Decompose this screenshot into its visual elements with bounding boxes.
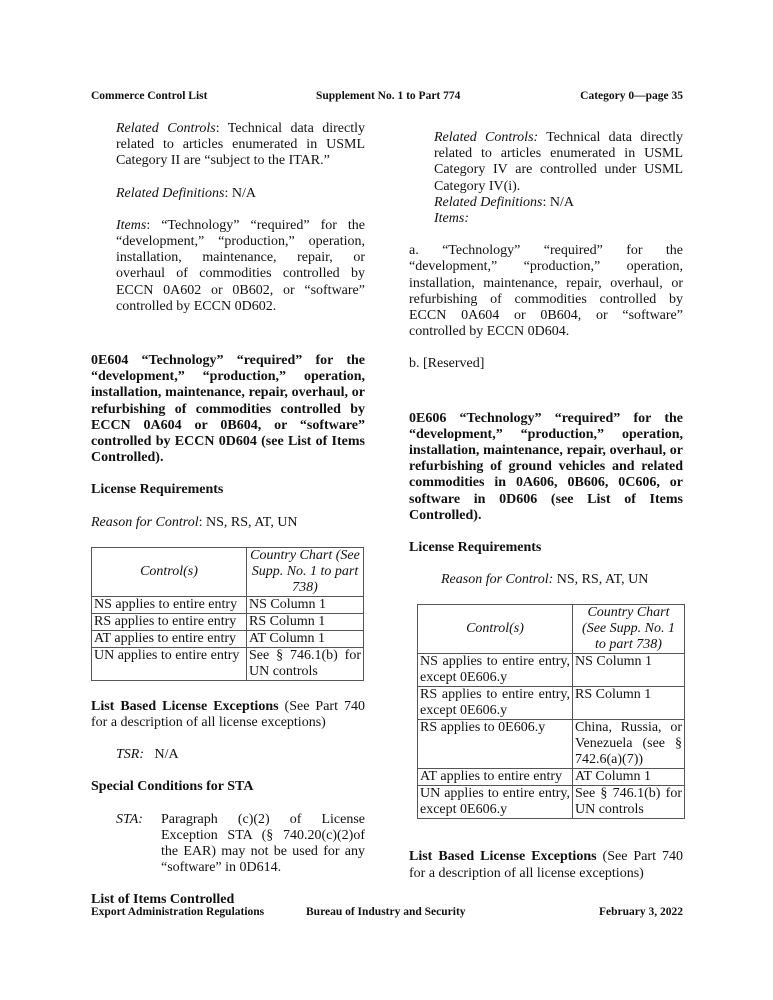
list-of-items-heading: List of Items Controlled	[91, 892, 235, 908]
table-header: Control(s)	[92, 547, 247, 596]
lble-paragraph: List Based License Exceptions (See Part 740 for a description of all license exceptions)	[409, 849, 683, 881]
table-row: RS applies to 0E606.y China, Russia, or Venezuela (see § 742.6(a)(7))	[418, 720, 685, 769]
table-row: NS applies to entire entry, except 0E606.y NS Column 1	[418, 654, 685, 687]
right-column	[409, 130, 683, 882]
license-table	[417, 604, 685, 819]
related-definitions: Related Definitions: N/A	[116, 185, 256, 201]
table-row: RS applies to entire entry RS Column 1	[92, 613, 364, 630]
table-row: UN applies to entire entry See § 746.1(b) for UN controls	[92, 647, 364, 680]
header-left: Commerce Control List	[91, 90, 208, 102]
footer-right: February 3, 2022	[598, 906, 683, 918]
related-controls: Related Controls: Technical data directly related to articles enumerated in USML Category II are “subject to the ITAR.”	[116, 121, 365, 169]
table-row: UN applies to entire entry, except 0E606.y See § 746.1(b) for UN controls	[418, 786, 685, 819]
footer-center: Bureau of Industry and Security	[306, 906, 466, 918]
reason-for-control: Reason for Control: NS, RS, AT, UN	[91, 514, 298, 530]
table-header: Control(s)	[418, 605, 573, 654]
table-row: NS applies to entire entry NS Column 1	[92, 596, 364, 613]
table-row: RS applies to entire entry, except 0E606.y RS Column 1	[418, 687, 685, 720]
table-row: AT applies to entire entry AT Column 1	[92, 630, 364, 647]
tsr-line: TSR: N/A	[116, 747, 179, 763]
table-header: Country Chart (See Supp. No. 1 to part 738)	[247, 547, 364, 596]
related-definitions: Related Definitions: N/A	[434, 194, 574, 210]
related-controls: Related Controls: Technical data directly related to articles enumerated in USML Category IV are controlled under USML Category IV(i).	[434, 130, 683, 194]
license-requirements-heading: License Requirements	[409, 540, 542, 556]
footer-left: Export Administration Regulations	[91, 906, 265, 918]
left-column	[91, 121, 365, 909]
eccn-heading-0e604: 0E604 “Technology” “required” for the “development,” “production,” operation, installation, maintenance, repair, overhaul, or refurbishing of commodities controlled by ECCN 0A604 or 0B604, or “software” controlled by ECCN 0D604 (see List of Items Controlled).	[91, 353, 365, 466]
table-header: Country Chart (See Supp. No. 1 to part 738)	[573, 605, 685, 654]
item-b: b. [Reserved]	[409, 356, 485, 372]
reason-for-control: Reason for Control: NS, RS, AT, UN	[441, 572, 649, 588]
special-conditions-heading: Special Conditions for STA	[91, 779, 254, 795]
lble-paragraph: List Based License Exceptions (See Part 740 for a description of all license exceptions)	[91, 698, 365, 731]
eccn-heading-0e606: 0E606 “Technology” “required” for the “development,” “production,” operation, installation, maintenance, repair, overhaul, or refurbishing of ground vehicles and related commodities in 0A606, 0B606, 0C606, or software in 0D606 (see List of Items Controlled).	[409, 410, 683, 523]
header-center: Supplement No. 1 to Part 774	[316, 90, 461, 102]
table-row: AT applies to entire entry AT Column 1	[418, 769, 685, 786]
header-right: Category 0—page 35	[580, 90, 683, 102]
items-label: Items:	[434, 211, 469, 227]
license-table	[91, 547, 364, 681]
sta-paragraph: STA: Paragraph (c)(2) of License Exception STA (§ 740.20(c)(2)of the EAR) may not be used for any “software” in 0D614.	[116, 811, 365, 876]
items-paragraph: Items: “Technology” “required” for the “development,” “production,” operation, installation, maintenance, repair, or overhaul of commodities controlled by ECCN 0A602 or 0B602, or “software” controlled by ECCN 0D602.	[116, 217, 365, 314]
item-a: a. “Technology” “required” for the “development,” “production,” operation, installation, maintenance, repair, overhaul, or refurbishing of commodities controlled by ECCN 0A604 or 0B604, or “software” controlled by ECCN 0D604.	[409, 243, 683, 340]
license-requirements-heading: License Requirements	[91, 482, 224, 498]
